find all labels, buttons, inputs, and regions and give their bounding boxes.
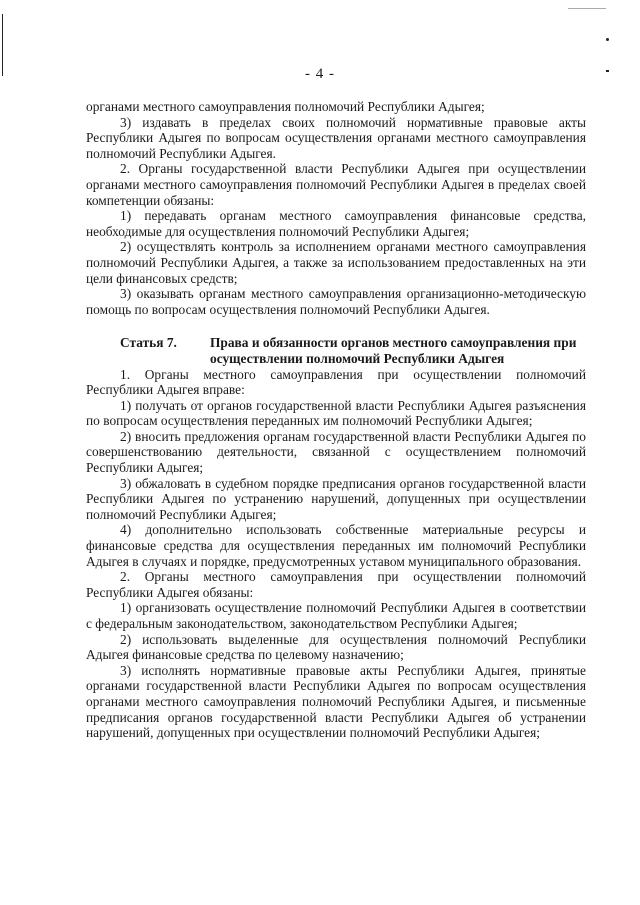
- page-number: - 4 -: [305, 66, 335, 82]
- scan-top-line: [568, 8, 606, 9]
- paragraph: 2. Органы государственной власти Республики Адыгея при осуществлении органами местного самоуправления полномочий Республики Адыгея в пределах своей компетенции обязаны:: [86, 161, 586, 208]
- paragraph: 3) оказывать органам местного самоуправления организационно-методическую помощь по вопросам осуществления полномочий Республики Адыгея.: [86, 286, 586, 317]
- document-body: [86, 99, 586, 741]
- paragraph: 1) передавать органам местного самоуправления финансовые средства, необходимые для осуществления полномочий Республики Адыгея;: [86, 208, 586, 239]
- paragraph: органами местного самоуправления полномочий Республики Адыгея;: [86, 99, 485, 114]
- article-number: Статья 7.: [120, 335, 177, 351]
- paragraph: 1. Органы местного самоуправления при осуществлении полномочий Республики Адыгея вправе:: [86, 366, 586, 398]
- article-title: Права и обязанности органов местного самоуправления при осуществлении полномочий Республики Адыгея: [210, 335, 577, 366]
- scan-dot: [606, 38, 609, 41]
- paragraph: 1) получать от органов государственной власти Республики Адыгея разъяснения по вопросам осуществления переданных им полномочий Республики Адыгея;: [86, 397, 586, 429]
- paragraph: 1) организовать осуществление полномочий Республики Адыгея в соответствии с федеральным законодательством, законодательством Республики Адыгея;: [86, 600, 586, 631]
- paragraph: 3) обжаловать в судебном порядке предписания органов государственной власти Республики Адыгея по устранению нарушений, допущенных при осуществлении полномочий Республики Адыгея;: [86, 475, 586, 522]
- paragraph: 3) исполнять нормативные правовые акты Республики Адыгея, принятые органами государственной власти Республики Адыгея по вопросам осуществления органами местного самоуправления полномочий Республики Адыгея, и письменные предписания органов государственной власти Республики Адыгея об устранении нарушений, допущенных при осуществлении полномочий Республики Адыгея;: [86, 662, 586, 741]
- paragraph: 2) вносить предложения органам государственной власти Республики Адыгея по совершенствованию деятельности, связанной с осуществлением полномочий Республики Адыгея;: [86, 428, 586, 476]
- paragraph: 2) осуществлять контроль за исполнением органами местного самоуправления полномочий Республики Адыгея, а также за использованием предоставленных на эти цели финансовых средств;: [86, 239, 586, 286]
- paragraph: 4) дополнительно использовать собственные материальные ресурсы и финансовые средства для осуществления переданных им полномочий Республики Адыгея в случаях и порядке, предусмотренных уставом муниципального образования.: [86, 522, 586, 569]
- paragraph: 3) издавать в пределах своих полномочий нормативные правовые акты Республики Адыгея по вопросам осуществления органами местного самоуправления полномочий Республики Адыгея.: [86, 114, 586, 161]
- paragraph: 2. Органы местного самоуправления при осуществлении полномочий Республики Адыгея обязаны:: [86, 569, 586, 600]
- paragraph: 2) использовать выделенные для осуществления полномочий Республики Адыгея финансовые средства по целевому назначению;: [86, 631, 586, 663]
- article-heading: [86, 335, 586, 366]
